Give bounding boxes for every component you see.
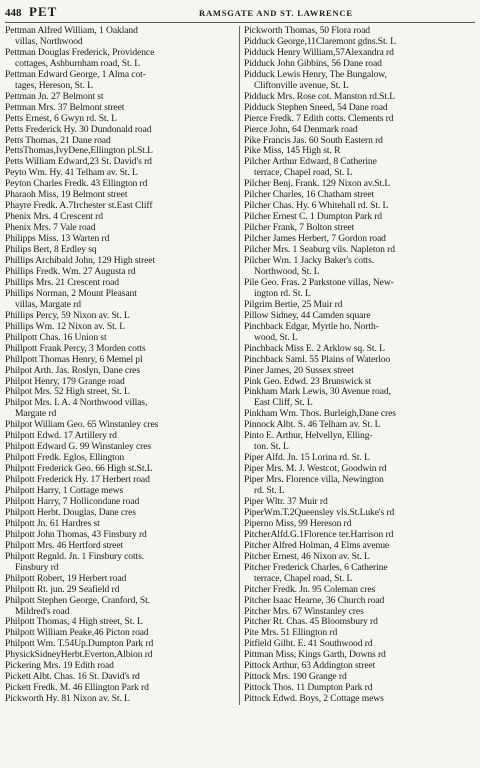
directory-entry: Pierce John, 64 Denmark road bbox=[244, 124, 358, 135]
directory-entry: Piper Alfd. Jn. 15 Lorina rd. St. L bbox=[244, 453, 370, 464]
directory-entry: Phillpott Thomas Henry, 6 Memel pl bbox=[5, 354, 143, 365]
directory-entry: Pharaoh Miss, 19 Belmont street bbox=[5, 190, 128, 201]
directory-entry: Pettman Douglas Frederick, Providence bbox=[5, 47, 155, 58]
directory-entry: Peyton Charles Fredk. 43 Ellington rd bbox=[5, 179, 148, 190]
directory-entry: Philipps Miss. 13 Warten rd bbox=[5, 234, 110, 245]
directory-entry: Peyto Wm. Hy. 41 Telham av. St. L bbox=[5, 168, 138, 179]
directory-entry: Philips Bert, 8 Erdley sq bbox=[5, 245, 97, 256]
directory-entry: Philpott Thomas, 4 High street, St. L bbox=[5, 617, 143, 628]
directory-entry: Pilcher Mrs. 1 Seaburg vils. Napleton rd bbox=[244, 245, 395, 256]
directory-entry: PhysickSidneyHerbt.Everton,Albion rd bbox=[5, 650, 153, 661]
directory-entry: Philpott Robert, 19 Herbert road bbox=[5, 573, 127, 584]
directory-entry: Philpott Jn. 61 Hardres st bbox=[5, 518, 100, 529]
directory-columns bbox=[5, 26, 475, 705]
directory-entry: Pittock Arthur, 63 Addington street bbox=[244, 661, 376, 672]
directory-entry-continuation: ton. St. L bbox=[254, 442, 289, 453]
directory-entry: Philpott Wm. T.54Up.Dumpton Park rd bbox=[5, 639, 154, 650]
directory-entry: Pilcher Wm. 1 Jacky Baker's cotts. bbox=[244, 256, 375, 267]
directory-entry: Pilcher Arthur Edward, 8 Catherine bbox=[244, 157, 377, 168]
section-heading: PET bbox=[29, 4, 58, 19]
directory-entry: Phillips Mrs. 21 Crescent road bbox=[5, 277, 119, 288]
directory-entry: Pinkham Wm. Thos. Burleigh,Dane cres bbox=[244, 409, 396, 420]
directory-entry: Pinchback Edgar, Myrtle ho. North- bbox=[244, 321, 379, 332]
directory-entry: Piper Wltr. 37 Muir rd bbox=[244, 496, 328, 507]
directory-entry: Pickett Fredk. M. 46 Ellington Park rd bbox=[5, 683, 149, 694]
directory-entry: Pillow Sidney, 44 Camden square bbox=[244, 310, 371, 321]
directory-entry: Pilcher Charles, 16 Chatham street bbox=[244, 190, 375, 201]
directory-entry: Pettman Alfred William, 1 Oakland bbox=[5, 26, 138, 36]
directory-entry: Pile Geo. Fras. 2 Parkstone villas, New- bbox=[244, 277, 394, 288]
directory-entry: Piperno Miss, 99 Hereson rd bbox=[244, 518, 352, 529]
directory-entry: Phillpott Frank Percy, 3 Morden cotts bbox=[5, 343, 146, 354]
directory-entry-continuation: rd. St. L bbox=[254, 486, 285, 497]
directory-entry: Phayre Fredk. A.7Irchester st.East Cliff bbox=[5, 201, 153, 212]
directory-entry: Petts Thomas, 21 Dane road bbox=[5, 135, 111, 146]
directory-entry: Pickett Albt. Chas. 16 St. David's rd bbox=[5, 672, 140, 683]
directory-entry: Petts Ernest, 6 Gwyn rd. St. L bbox=[5, 113, 117, 124]
directory-entry: Pitcher Frederick Charles, 6 Catherine bbox=[244, 562, 388, 573]
directory-entry: PitcherAlfd.G.1Florence ter.Harrison rd bbox=[244, 529, 394, 540]
directory-entry: Pike Miss, 145 High st. R bbox=[244, 146, 341, 157]
directory-entry: Philpott Edwd. 17 Artillery rd bbox=[5, 431, 117, 442]
directory-entry: Philpot Henry, 179 Grange road bbox=[5, 376, 125, 387]
directory-entry: Piper Mrs. Florence villa, Newington bbox=[244, 475, 384, 486]
directory-entry: Philpott William Peake,46 Picton road bbox=[5, 628, 149, 639]
directory-entry-continuation: villas, Northwood bbox=[15, 36, 83, 47]
page-number: 448 bbox=[5, 7, 22, 19]
directory-entry: Phillips Fredk. Wm. 27 Augusta rd bbox=[5, 266, 136, 277]
directory-entry: Pitcher Rt. Chas. 45 Bloomsbury rd bbox=[244, 617, 378, 628]
directory-entry: Pickworth Thomas, 50 Flora road bbox=[244, 26, 370, 36]
directory-entry-continuation: cottages, Ashburnham road, St. L bbox=[15, 58, 140, 69]
directory-entry-continuation: wood, St. L bbox=[254, 332, 298, 343]
directory-entry: Petts Frederick Hy. 30 Dundonald road bbox=[5, 124, 152, 135]
directory-entry: Pitcher Ernest, 46 Nixon av. St. L bbox=[244, 551, 370, 562]
directory-entry: Philpot Mrs. I. A. 4 Northwood villas, bbox=[5, 398, 148, 409]
directory-entry-continuation: Cliftonville avenue, St. L bbox=[254, 80, 349, 91]
directory-entry: Petts William Edward,23 St. David's rd bbox=[5, 157, 152, 168]
directory-entry: Pite Mrs. 51 Ellington rd bbox=[244, 628, 338, 639]
directory-entry-continuation: Margate rd bbox=[15, 409, 57, 420]
directory-entry: Phillips Wm. 12 Nixon av. St. L bbox=[5, 321, 126, 332]
directory-entry: Philpot William Geo. 65 Winstanley cres bbox=[5, 420, 159, 431]
directory-entry: Pettman Edward George, 1 Alma cot- bbox=[5, 69, 146, 80]
directory-entry: Pittock Mrs. 190 Grange rd bbox=[244, 672, 347, 683]
directory-entry-continuation: Mildred's road bbox=[15, 606, 70, 617]
directory-entry: Pink Geo. Edwd. 23 Brunswick st bbox=[244, 376, 372, 387]
directory-entry-continuation: terrace, Chapel road, St. L bbox=[254, 573, 353, 584]
directory-entry: Philpott Frederick Hy. 17 Herbert road bbox=[5, 475, 150, 486]
directory-entry: Phillpott Chas. 16 Union st bbox=[5, 332, 107, 343]
directory-entry: Pilcher Frank, 7 Bolton street bbox=[244, 223, 355, 234]
directory-entry: Philpott Harry, 1 Cottage mews bbox=[5, 486, 124, 497]
directory-entry: Philpott Mrs. 46 Hertford street bbox=[5, 540, 124, 551]
directory-entry: Pettman Mrs. 37 Belmont street bbox=[5, 102, 125, 113]
directory-entry: Phenix Mrs. 7 Vale road bbox=[5, 223, 96, 234]
directory-entry: Pickworth Hy. 81 Nixon av. St. L bbox=[5, 694, 130, 705]
directory-entry: Piper Mrs. M. J. Westcot, Goodwin rd bbox=[244, 464, 387, 475]
directory-entry: PiperWm.T.2Queensley vls.St.Luke's rd bbox=[244, 507, 395, 518]
left-column bbox=[5, 26, 239, 705]
directory-entry: Pidduck Henry William,57Alexandra rd bbox=[244, 47, 394, 58]
directory-entry: Pierce Fredk. 7 Edith cotts. Clements rd bbox=[244, 113, 394, 124]
directory-entry: Pike Francis Jas. 60 South Eastern rd bbox=[244, 135, 383, 146]
directory-entry: Pidduck George,11Claremont gdns.St. L bbox=[244, 36, 396, 47]
directory-entry: Philpott Frederick Geo. 66 High st.St.L bbox=[5, 464, 153, 475]
directory-entry: Pidduck Mrs. Rose cot. Manston rd.St.L bbox=[244, 91, 396, 102]
directory-entry: Phenix Mrs. 4 Crescent rd bbox=[5, 212, 103, 223]
page-header bbox=[5, 4, 475, 23]
directory-entry: Pittman Miss, Kings Garth, Downs rd bbox=[244, 650, 386, 661]
directory-entry: PettsThomas,IvyDene,Ellington pl.St.L bbox=[5, 146, 153, 157]
directory-entry: Pinnock Albt. S. 46 Telham av. St. L bbox=[244, 420, 381, 431]
directory-entry-continuation: Northwood, St. L bbox=[254, 266, 320, 277]
directory-entry: Philpott Stephen George, Cranford, St. bbox=[5, 595, 150, 606]
directory-entry: Philpott Regnld. Jn. 1 Finsbury cotts. bbox=[5, 551, 145, 562]
directory-entry: Pinto E. Arthur, Helvellyn, Elling- bbox=[244, 431, 373, 442]
directory-entry: Pilgrim Bertie, 25 Muir rd bbox=[244, 299, 343, 310]
running-title: RAMSGATE AND ST. LAWRENCE bbox=[199, 8, 353, 18]
directory-entry: Pinchback Miss E. 2 Arklow sq. St. L bbox=[244, 343, 385, 354]
right-column bbox=[239, 26, 473, 705]
directory-entry: Philpot Arth. Jas. Roslyn, Dane cres bbox=[5, 365, 140, 376]
directory-entry: Pinchback Saml. 55 Plains of Waterloo bbox=[244, 354, 391, 365]
directory-entry: Pilcher Ernest C. 1 Dumpton Park rd bbox=[244, 212, 382, 223]
directory-entry: Pilcher Benj. Frank. 129 Nixon av.St.L bbox=[244, 179, 391, 190]
directory-entry: Philpot Mrs. 52 High street, St. L bbox=[5, 387, 130, 398]
directory-entry: Pitcher Alfred Holman, 4 Elms avenue bbox=[244, 540, 390, 551]
directory-entry: Pitcher Isaac Hearne, 36 Church road bbox=[244, 595, 385, 606]
directory-entry: Pittock Thos. 11 Dumpton Park rd bbox=[244, 683, 373, 694]
directory-entry-continuation: villas, Margate rd bbox=[15, 299, 81, 310]
directory-entry: Phillips Percy, 59 Nixon av. St. L bbox=[5, 310, 130, 321]
directory-entry: Phillips Archibald John, 129 High street bbox=[5, 256, 156, 267]
directory-entry: Pickering Mrs. 19 Edith road bbox=[5, 661, 114, 672]
directory-entry-continuation: Finsbury rd bbox=[15, 562, 59, 573]
directory-entry: Philpott Harry, 7 Hollicondane road bbox=[5, 496, 140, 507]
directory-entry-continuation: ington rd. St. L bbox=[254, 288, 311, 299]
directory-entry: Philpott Fredk. Eglos, Ellington bbox=[5, 453, 125, 464]
directory-entry: Pilcher James Herbert, 7 Gordon road bbox=[244, 234, 386, 245]
directory-entry: Philpott John Thomas, 43 Finsbury rd bbox=[5, 529, 147, 540]
directory-entry: Pitcher Fredk. Jn. 95 Coleman cres bbox=[244, 584, 376, 595]
directory-entry: Philpott Herbt. Douglas, Dane cres bbox=[5, 507, 136, 518]
directory-entry: Pilcher Chas. Hy. 6 Whitehall rd. St. L bbox=[244, 201, 389, 212]
directory-entry: Pidduck Stephen Sneed, 54 Dane road bbox=[244, 102, 388, 113]
directory-entry-continuation: terrace, Chapel road, St. L bbox=[254, 168, 353, 179]
directory-entry: Pidduck Lewis Henry, The Bungalow, bbox=[244, 69, 387, 80]
directory-entry: Philpott Rt. jun. 29 Seafield rd bbox=[5, 584, 120, 595]
directory-entry: Pitcher Mrs. 67 Winstanley cres bbox=[244, 606, 364, 617]
directory-entry: Pitfield Gilbt. E. 41 Southwood rd bbox=[244, 639, 373, 650]
directory-entry-continuation: East Cliff, St. L bbox=[254, 398, 313, 409]
directory-entry: Piner James, 20 Sussex street bbox=[244, 365, 354, 376]
directory-entry: Philpott Edward G. 99 Winstanley cres bbox=[5, 442, 152, 453]
directory-entry: Phillips Norman, 2 Mount Pleasant bbox=[5, 288, 137, 299]
directory-entry: Pittock Edwd. Boys, 2 Cottage mews bbox=[244, 694, 384, 705]
directory-entry: Pinkham Mark Lewis, 30 Avenue road, bbox=[244, 387, 391, 398]
directory-entry: Pidduck John Gibbins, 56 Dane road bbox=[244, 58, 382, 69]
directory-entry: Pettman Jn. 27 Belmont st bbox=[5, 91, 104, 102]
directory-entry-continuation: tages, Hereson, St. L bbox=[15, 80, 93, 91]
